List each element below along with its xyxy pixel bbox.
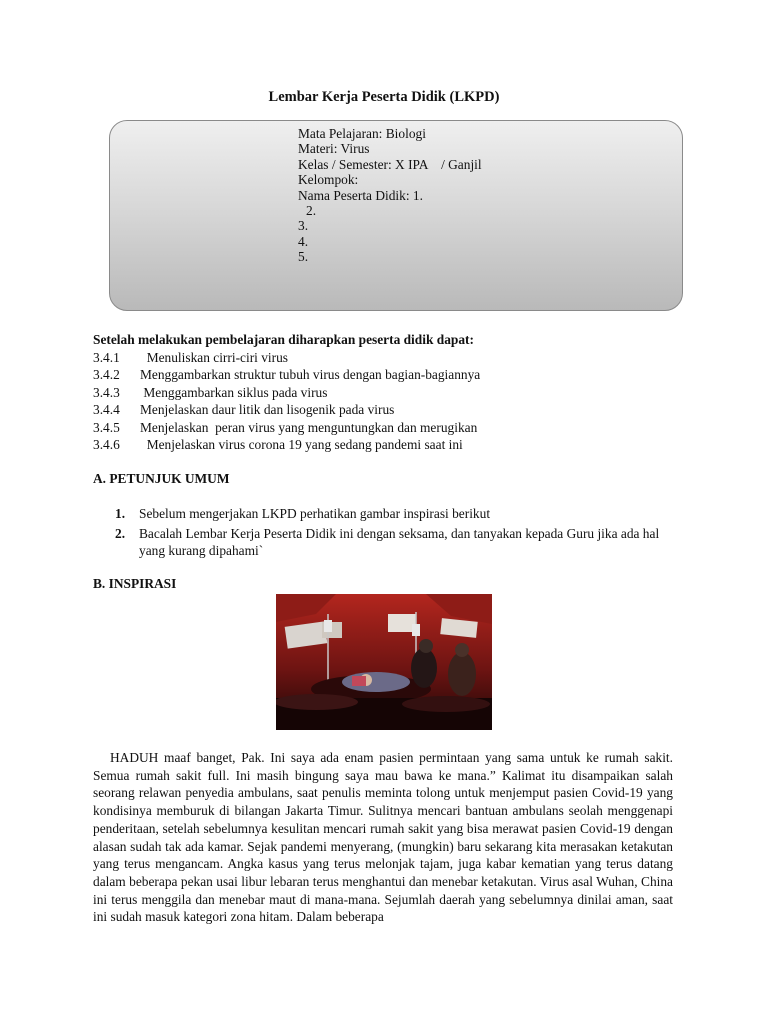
inspiration-photo <box>276 594 492 730</box>
article-paragraph: HADUH maaf banget, Pak. Ini saya ada enam pasien permintaan yang sama untuk ke rumah sakit. Semua rumah sakit full. Ini masih bingung saya mau bawa ke mana.” Kalimat itu disampaikan salah seorang relawan penyedia ambulans, saat penulis meminta tolong untuk menjemput pasien Covid-19 yang kondisinya memburuk di bilangan Jakarta Timur. Sulitnya mencari bantuan ambulans seolah menggenapi penderitaan, setelah sebelumnya kesulitan mencari rumah sakit yang bisa merawat pasien Covid-19 dengan alasan sudah tak ada kamar. Sejak pandemi menyerang, (mungkin) baru sekarang kita merasakan ketakutan yang terus mengancam. Angka kasus yang terus melonjak tajam, juga kabar kematian yang terus datang dalam beberapa pekan usai libur lebaran terus menghantui dan menebar ketakutan. Virus asal Wuhan, China ini terus menggila dan menebar maut di mana-mana. Sejumlah daerah yang sebelumnya dinilai aman, saat ini sudah masuk kategori zona hitam. Dalam beberapa <box>93 750 673 925</box>
article-text <box>93 749 673 926</box>
objective-text: Menjelaskan virus corona 19 yang sedang pandemi saat ini <box>140 437 463 452</box>
instruction-item <box>115 525 675 560</box>
objective-item <box>93 349 693 367</box>
learning-objectives <box>93 331 693 454</box>
instruction-number: 2. <box>115 525 126 541</box>
objective-number: 3.4.4 <box>93 402 120 417</box>
student-slot: 3. <box>298 218 309 234</box>
instruction-text: Bacalah Lembar Kerja Peserta Didik ini dengan seksama, dan tanyakan kepada Guru jika ada hal yang kurang dipahami` <box>139 525 660 558</box>
section-b-heading: B. INSPIRASI <box>93 576 177 591</box>
subject-line: Mata Pelajaran: Biologi <box>298 126 426 141</box>
objective-text: Menuliskan cirri-ciri virus <box>140 349 289 365</box>
instruction-text: Sebelum mengerjakan LKPD perhatikan gambar inspirasi berikut <box>139 506 491 521</box>
group-line: Kelompok: <box>298 172 359 188</box>
student-slot: 5. <box>298 249 309 265</box>
instruction-number: 1. <box>115 506 126 521</box>
objective-number: 3.4.6 <box>93 437 120 452</box>
instruction-list <box>115 505 675 562</box>
student-slot: 2. <box>306 203 317 219</box>
objective-item <box>93 366 693 384</box>
objective-number: 3.4.1 <box>93 349 120 365</box>
student-info-box <box>109 120 683 311</box>
objective-item <box>93 401 693 419</box>
class-semester-line: Kelas / Semester: X IPA / Ganjil <box>298 156 482 172</box>
hospital-tent-illustration <box>276 594 492 730</box>
instruction-item <box>115 505 675 523</box>
objectives-intro: Setelah melakukan pembelajaran diharapkan peserta didik dapat: <box>93 332 474 347</box>
student-slot: 4. <box>298 233 309 249</box>
objective-text: Menjelaskan daur litik dan lisogenik pada virus <box>140 402 395 417</box>
objective-text: Menggambarkan siklus pada virus <box>140 384 328 400</box>
objective-text: Menjelaskan peran virus yang menguntungkan dan merugikan <box>140 419 478 435</box>
students-label: Nama Peserta Didik: 1. <box>298 187 423 203</box>
objective-number: 3.4.5 <box>93 419 120 435</box>
section-a-heading: A. PETUNJUK UMUM <box>93 471 230 486</box>
material-line: Materi: Virus <box>298 141 370 157</box>
objective-item <box>93 436 693 454</box>
worksheet-title: Lembar Kerja Peserta Didik (LKPD) <box>268 89 500 105</box>
objective-item <box>93 384 693 402</box>
objective-number: 3.4.2 <box>93 367 120 382</box>
objective-item <box>93 419 693 437</box>
objective-text: Menggambarkan struktur tubuh virus dengan bagian-bagiannya <box>140 367 481 382</box>
objective-number: 3.4.3 <box>93 384 120 400</box>
